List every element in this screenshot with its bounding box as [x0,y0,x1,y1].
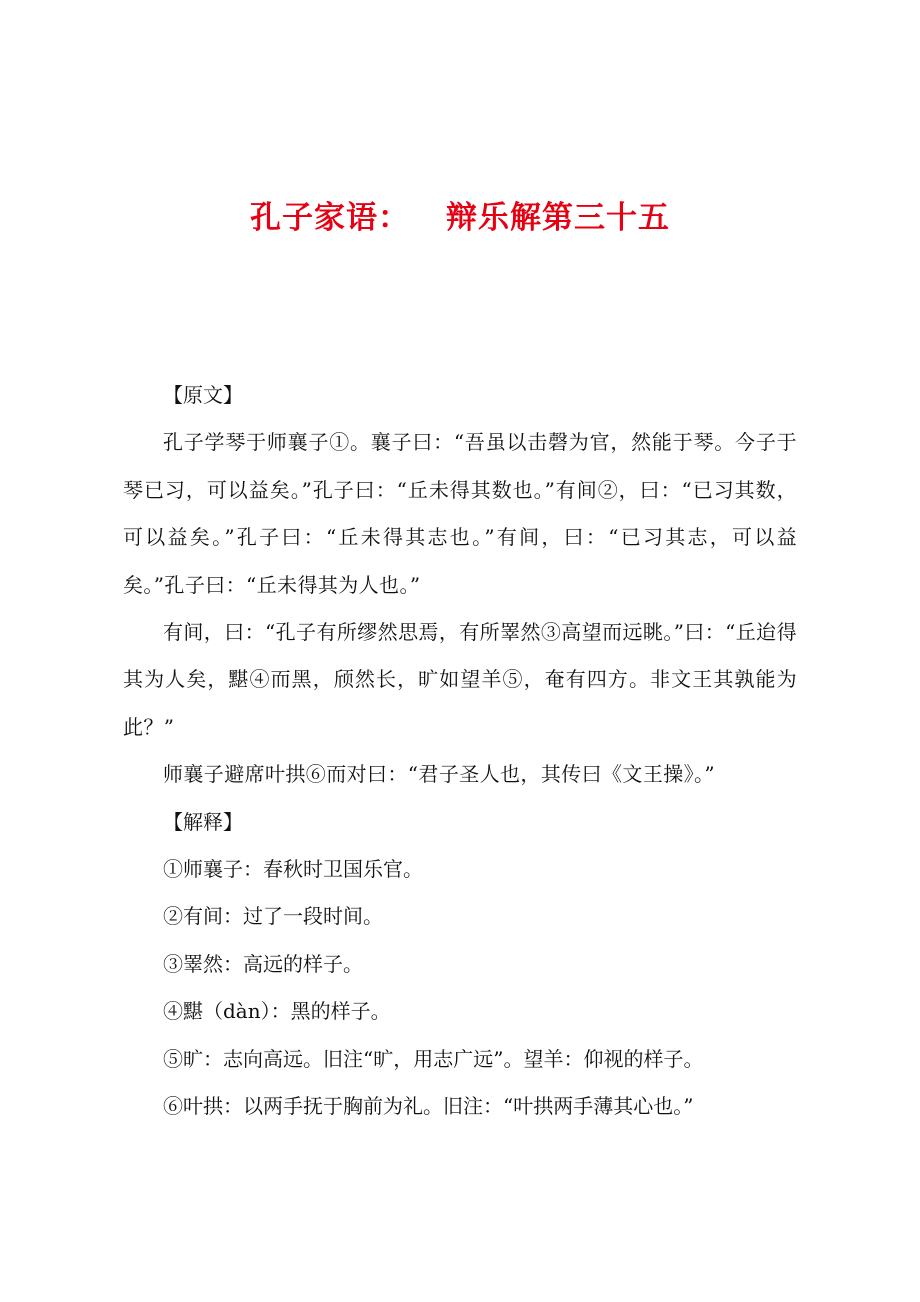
original-paragraph-1: 孔子学琴于师襄子①。襄子曰：“吾虽以击磬为官，然能于琴。今子于琴已习，可以益矣。”孔子曰：“丘未得其数也。”有间②，曰：“已习其数，可以益矣。”孔子曰：“丘未得其志也。”有间，曰：“已习其志，可以益矣。”孔子曰：“丘未得其为人也。” [123,430,797,597]
title-chapter: 辩乐解第三十五 [446,200,670,236]
original-paragraph-3: 师襄子避席叶拱⑥而对曰：“君子圣人也，其传曰《文王操》。” [163,762,716,787]
note-item: ③睪然：高远的样子。 [163,951,363,976]
original-paragraph-2: 有间，曰：“孔子有所缪然思焉，有所睪然③高望而远眺。”曰：“丘迨得其为人矣，黮④而黑，颀然长，旷如望羊⑤，奄有四方。非文王其孰能为此？” [123,620,797,739]
note-item: ①师襄子：春秋时卫国乐官。 [163,857,423,882]
note-item: ⑤旷：志向高远。旧注“旷，用志广远”。望羊：仰视的样子。 [163,1046,704,1071]
note-item: ④黮（dàn）：黑的样子。 [163,999,391,1024]
document-body [123,372,797,1131]
notes-label: 【解释】 [163,809,243,834]
original-text-label: 【原文】 [163,383,243,407]
note-item: ②有间：过了一段时间。 [163,904,383,929]
note-item: ⑥叶拱：以两手抚于胸前为礼。旧注：“叶拱两手薄其心也。” [163,1094,694,1119]
title-book: 孔子家语： [250,200,410,236]
document-title [0,196,920,240]
